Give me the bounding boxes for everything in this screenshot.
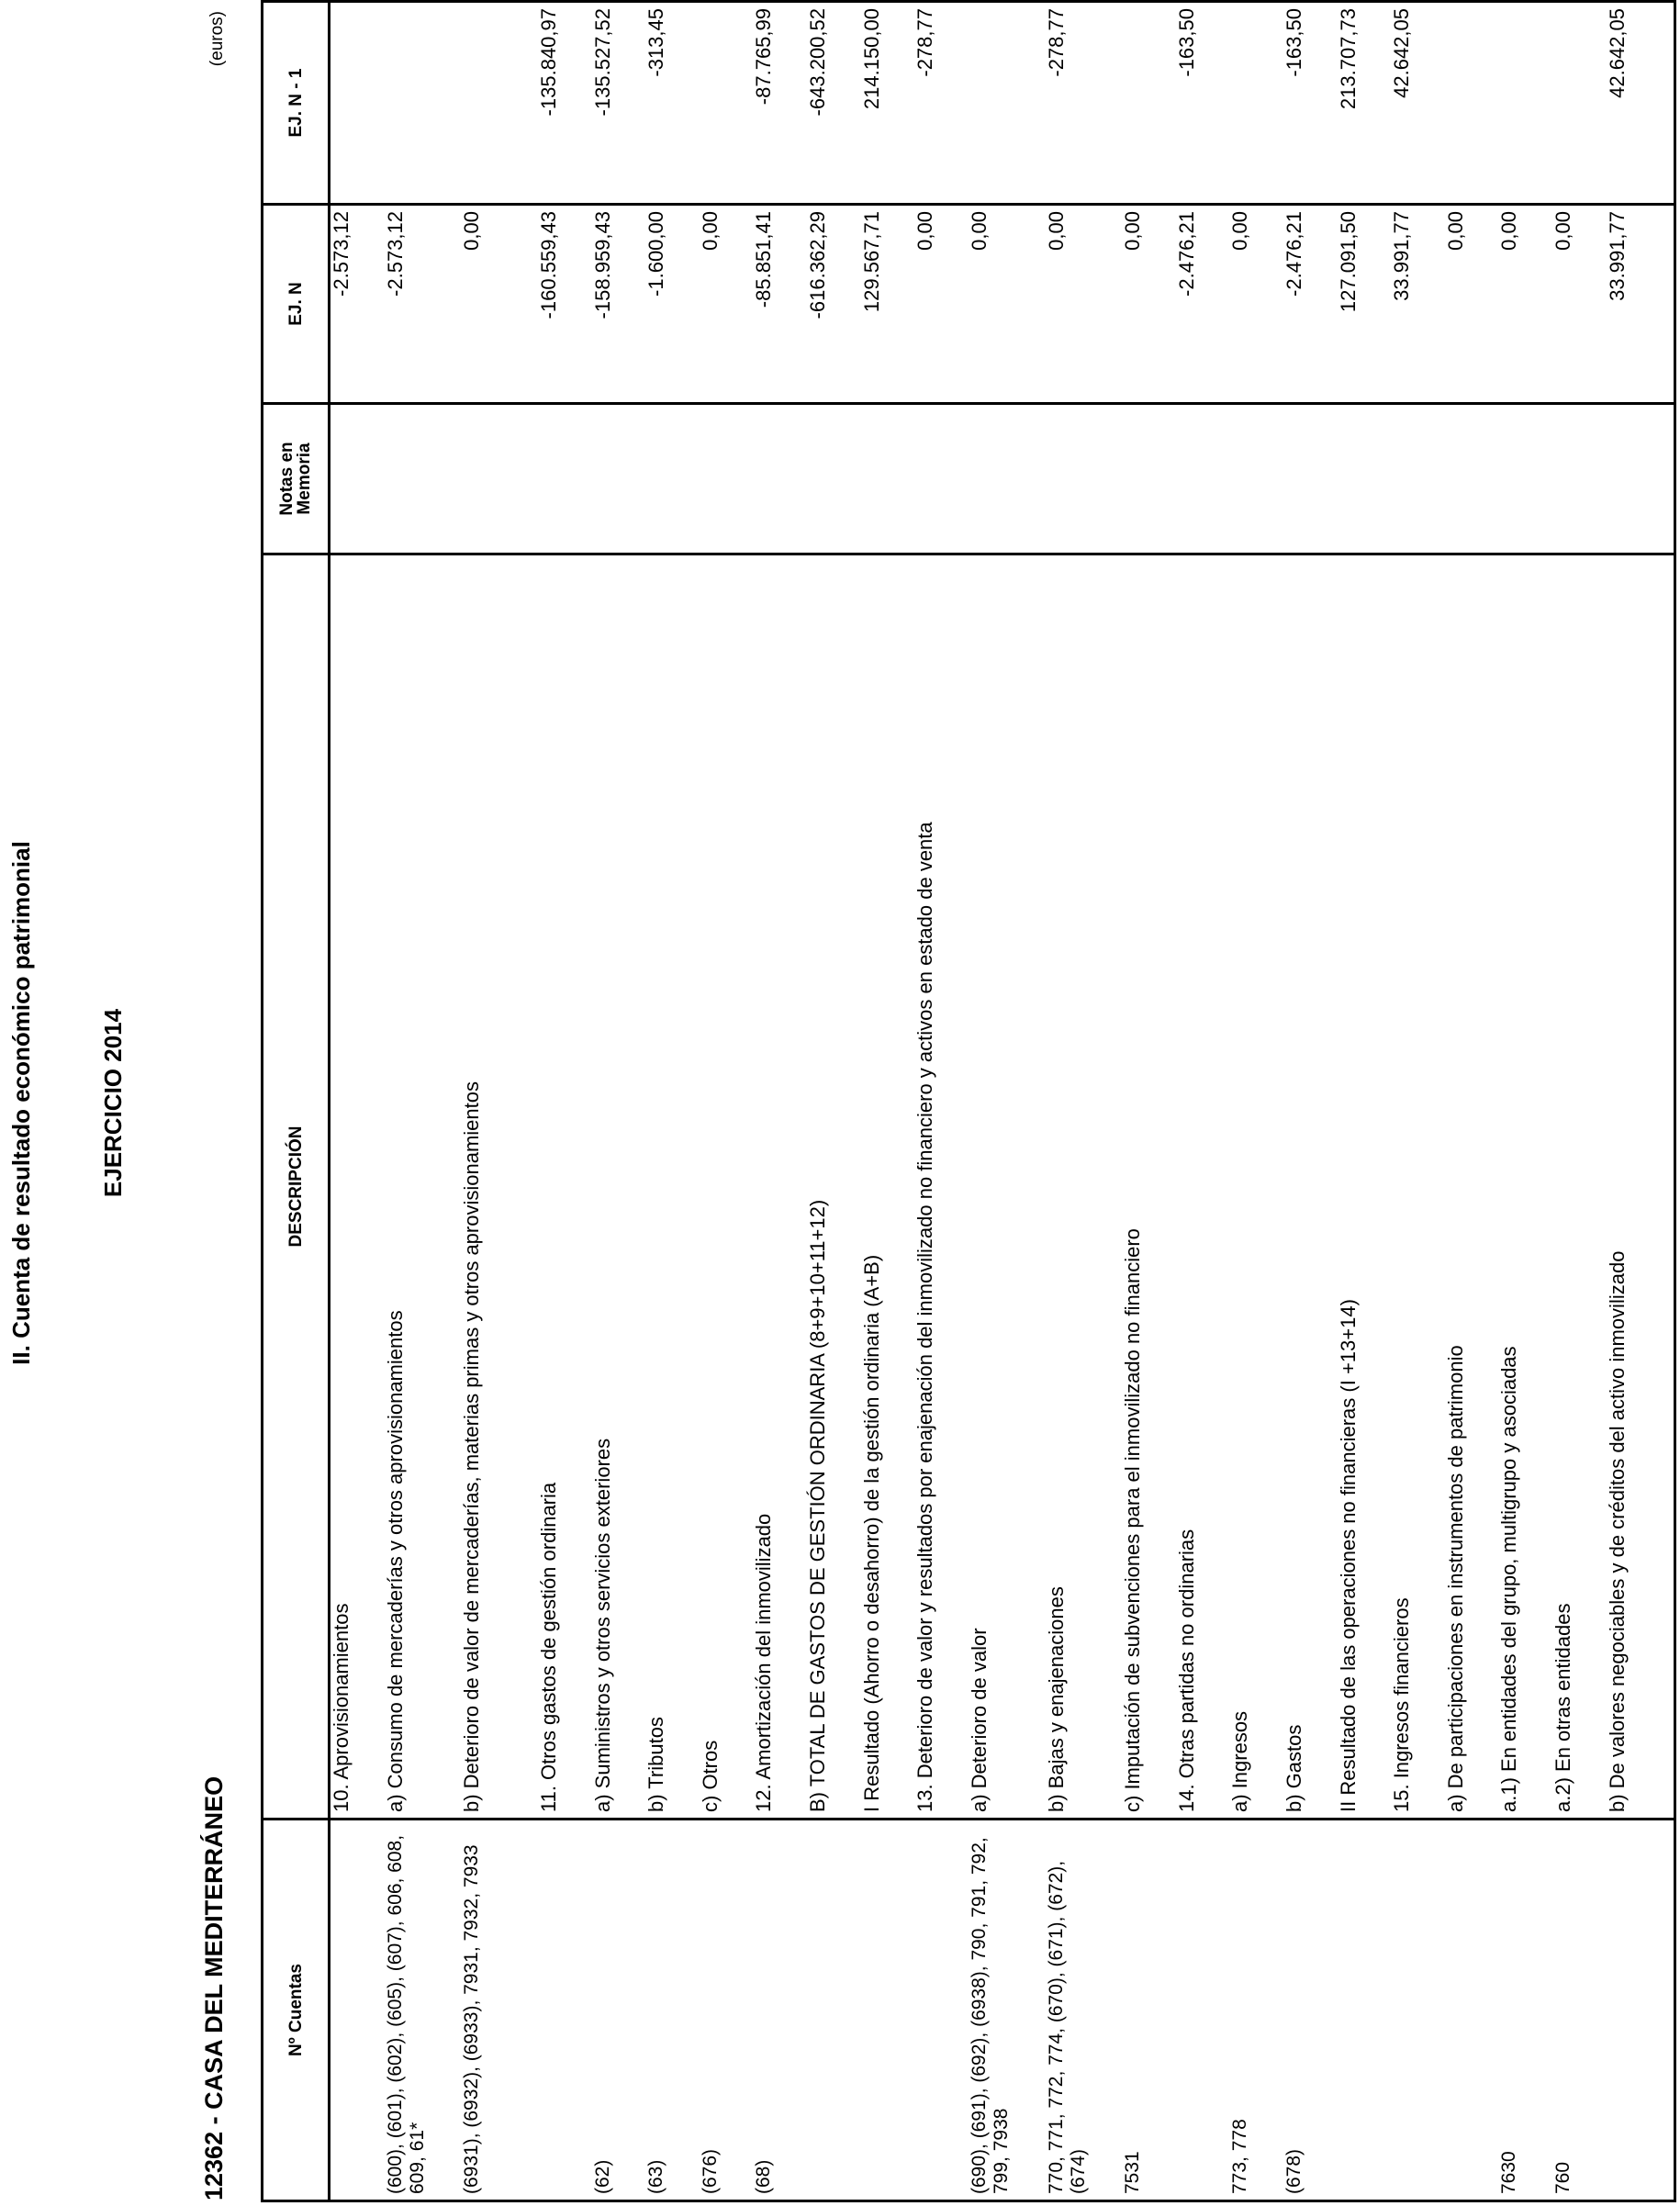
notes-cell	[1046, 404, 1123, 554]
table-row	[807, 2, 861, 2201]
accounts-cell: 7531	[1122, 1820, 1176, 2201]
description-cell: 10. Aprovisionamientos	[330, 554, 385, 1820]
notes-cell	[807, 404, 861, 554]
table-row	[1498, 2, 1552, 2201]
notes-cell	[1498, 404, 1552, 554]
notes-cell	[969, 404, 1046, 554]
ej-n1-cell: -643.200,52	[807, 2, 861, 205]
ej-n1-cell: -163,50	[1283, 2, 1338, 205]
table-row	[1122, 2, 1176, 2201]
ej-n-cell: 0,00	[969, 205, 1046, 404]
ej-n-cell: -2.573,12	[330, 205, 385, 404]
ej-n1-cell	[461, 2, 538, 205]
table-row	[538, 2, 592, 2201]
ej-n1-cell: -278,77	[1046, 2, 1123, 205]
table-row	[1229, 2, 1283, 2201]
table-row	[592, 2, 646, 2201]
ej-n1-cell: 214.150,00	[861, 2, 915, 205]
accounts-cell: (678)	[1283, 1820, 1338, 2201]
notes-cell	[914, 404, 969, 554]
ej-n-cell: -616.362,29	[807, 205, 861, 404]
accounts-cell: (690), (691), (692), (6938), 790, 791, 792, 799, 7938	[969, 1820, 1046, 2201]
table-row	[461, 2, 538, 2201]
notes-cell	[330, 404, 385, 554]
page-subtitle: EJERCICIO 2014	[99, 1008, 127, 1198]
description-cell: a) Consumo de mercaderías y otros aprovisionamientos	[385, 554, 462, 1820]
notes-cell	[1122, 404, 1176, 554]
accounts-cell	[1391, 1820, 1445, 2201]
table-row	[969, 2, 1046, 2201]
description-cell: I Resultado (Ahorro o desahorro) de la gestión ordinaria (A+B)	[861, 554, 915, 1820]
ej-n1-cell: 42.642,05	[1607, 2, 1675, 205]
accounts-cell: 7630	[1498, 1820, 1552, 2201]
table-header-row	[263, 2, 330, 2201]
ej-n1-cell	[1498, 2, 1552, 205]
table-row	[861, 2, 915, 2201]
ej-n1-cell: -163,50	[1176, 2, 1230, 205]
accounts-cell	[330, 1820, 385, 2201]
ej-n-cell: 0,00	[1498, 205, 1552, 404]
accounts-cell: (600), (601), (602), (605), (607), 606, 608, 609, 61*	[385, 1820, 462, 2201]
table-row	[1552, 2, 1607, 2201]
column-header-description: DESCRIPCIÓN	[263, 554, 330, 1820]
accounts-cell	[538, 1820, 592, 2201]
ej-n-cell: -160.559,43	[538, 205, 592, 404]
notes-cell	[1176, 404, 1230, 554]
notes-cell	[1283, 404, 1338, 554]
column-header-ej-n: EJ. N	[263, 205, 330, 404]
currency-note: (euros)	[207, 11, 227, 67]
notes-cell	[1229, 404, 1283, 554]
ej-n1-cell	[969, 2, 1046, 205]
accounts-cell: 760	[1552, 1820, 1607, 2201]
notes-cell	[385, 404, 462, 554]
ej-n-cell: 0,00	[700, 205, 754, 404]
description-cell: b) Tributos	[645, 554, 700, 1820]
ej-n1-cell: 213.707,73	[1338, 2, 1392, 205]
description-cell: 11. Otros gastos de gestión ordinaria	[538, 554, 592, 1820]
description-cell: c) Imputación de subvenciones para el inmovilizado no financiero	[1122, 554, 1176, 1820]
page-title: II. Cuenta de resultado económico patrimonial	[7, 841, 35, 1365]
description-cell: a) De participaciones en instrumentos de patrimonio	[1445, 554, 1499, 1820]
entity-title: 12362 - CASA DEL MEDITERRÁNEO	[200, 1775, 228, 2200]
ej-n-cell: -2.476,21	[1283, 205, 1338, 404]
ej-n-cell: 129.567,71	[861, 205, 915, 404]
accounts-cell: (62)	[592, 1820, 646, 2201]
accounts-cell	[914, 1820, 969, 2201]
description-cell: b) Gastos	[1283, 554, 1338, 1820]
notes-cell	[645, 404, 700, 554]
table-row	[385, 2, 462, 2201]
ej-n1-cell	[385, 2, 462, 205]
notes-cell	[861, 404, 915, 554]
ej-n1-cell	[1445, 2, 1499, 205]
ej-n1-cell: -278,77	[914, 2, 969, 205]
table-row	[1338, 2, 1392, 2201]
ej-n1-cell: 42.642,05	[1391, 2, 1445, 205]
notes-cell	[1552, 404, 1607, 554]
description-cell: 12. Amortización del inmovilizado	[753, 554, 807, 1820]
table-row	[753, 2, 807, 2201]
description-cell: a) Suministros y otros servicios exteriores	[592, 554, 646, 1820]
accounts-cell	[1176, 1820, 1230, 2201]
table-row	[1283, 2, 1338, 2201]
notes-cell	[1391, 404, 1445, 554]
ej-n1-cell	[1122, 2, 1176, 205]
ej-n-cell: 0,00	[461, 205, 538, 404]
table-row	[1607, 2, 1675, 2201]
ej-n-cell: 0,00	[1046, 205, 1123, 404]
table-row	[1391, 2, 1445, 2201]
notes-cell	[592, 404, 646, 554]
description-cell: 14. Otras partidas no ordinarias	[1176, 554, 1230, 1820]
notes-cell	[700, 404, 754, 554]
table-row	[1176, 2, 1230, 2201]
description-cell: b) Deterioro de valor de mercaderías, materias primas y otros aprovisionamientos	[461, 554, 538, 1820]
description-cell: c) Otros	[700, 554, 754, 1820]
column-header-notes: Notas en Memoria	[263, 404, 330, 554]
description-cell: B) TOTAL DE GASTOS DE GESTIÓN ORDINARIA (8+9+10+11+12)	[807, 554, 861, 1820]
table-body	[330, 2, 1675, 2201]
description-cell: II Resultado de las operaciones no financieras (I +13+14)	[1338, 554, 1392, 1820]
description-cell: b) De valores negociables y de créditos del activo inmovilizado	[1607, 554, 1675, 1820]
notes-cell	[1338, 404, 1392, 554]
description-cell: 15. Ingresos financieros	[1391, 554, 1445, 1820]
notes-cell	[1445, 404, 1499, 554]
accounts-cell: (6931), (6932), (6933), 7931, 7932, 7933	[461, 1820, 538, 2201]
ej-n-cell: 33.991,77	[1607, 205, 1675, 404]
description-cell: a) Ingresos	[1229, 554, 1283, 1820]
notes-cell	[1607, 404, 1675, 554]
table-row	[700, 2, 754, 2201]
accounts-cell: (676)	[700, 1820, 754, 2201]
accounts-cell	[1607, 1820, 1675, 2201]
ej-n-cell: 0,00	[1445, 205, 1499, 404]
accounts-cell: (68)	[753, 1820, 807, 2201]
notes-cell	[538, 404, 592, 554]
ej-n-cell: -158.959,43	[592, 205, 646, 404]
accounts-cell	[1338, 1820, 1392, 2201]
column-header-accounts: Nº Cuentas	[263, 1820, 330, 2201]
description-cell: 13. Deterioro de valor y resultados por enajenación del inmovilizado no financiero y activos en estado de venta	[914, 554, 969, 1820]
ej-n1-cell	[1552, 2, 1607, 205]
ej-n-cell: 127.091,50	[1338, 205, 1392, 404]
ej-n-cell: -1.600,00	[645, 205, 700, 404]
description-cell: b) Bajas y enajenaciones	[1046, 554, 1123, 1820]
table-row	[645, 2, 700, 2201]
accounts-cell	[807, 1820, 861, 2201]
table-row	[1046, 2, 1123, 2201]
table-row	[914, 2, 969, 2201]
accounts-cell: 773, 778	[1229, 1820, 1283, 2201]
description-cell: a.2) En otras entidades	[1552, 554, 1607, 1820]
ej-n-cell: 33.991,77	[1391, 205, 1445, 404]
ej-n1-cell: -313,45	[645, 2, 700, 205]
table-row	[1445, 2, 1499, 2201]
ej-n-cell: 0,00	[1552, 205, 1607, 404]
accounts-cell: (63)	[645, 1820, 700, 2201]
table-row	[330, 2, 385, 2201]
ej-n-cell: -2.573,12	[385, 205, 462, 404]
ej-n-cell: -2.476,21	[1176, 205, 1230, 404]
ej-n-cell: -85.851,41	[753, 205, 807, 404]
report-table	[261, 0, 1676, 2202]
ej-n1-cell	[1229, 2, 1283, 205]
notes-cell	[461, 404, 538, 554]
ej-n-cell: 0,00	[914, 205, 969, 404]
ej-n1-cell	[330, 2, 385, 205]
notes-cell	[753, 404, 807, 554]
ej-n-cell: 0,00	[1229, 205, 1283, 404]
ej-n1-cell: -87.765,99	[753, 2, 807, 205]
accounts-cell	[861, 1820, 915, 2201]
ej-n-cell: 0,00	[1122, 205, 1176, 404]
accounts-cell	[1445, 1820, 1499, 2201]
ej-n1-cell: -135.840,97	[538, 2, 592, 205]
accounts-cell: 770, 771, 772, 774, (670), (671), (672), (674)	[1046, 1820, 1123, 2201]
description-cell: a) Deterioro de valor	[969, 554, 1046, 1820]
column-header-ej-n1: EJ. N - 1	[263, 2, 330, 205]
ej-n1-cell	[700, 2, 754, 205]
description-cell: a.1) En entidades del grupo, multigrupo y asociadas	[1498, 554, 1552, 1820]
ej-n1-cell: -135.527,52	[592, 2, 646, 205]
